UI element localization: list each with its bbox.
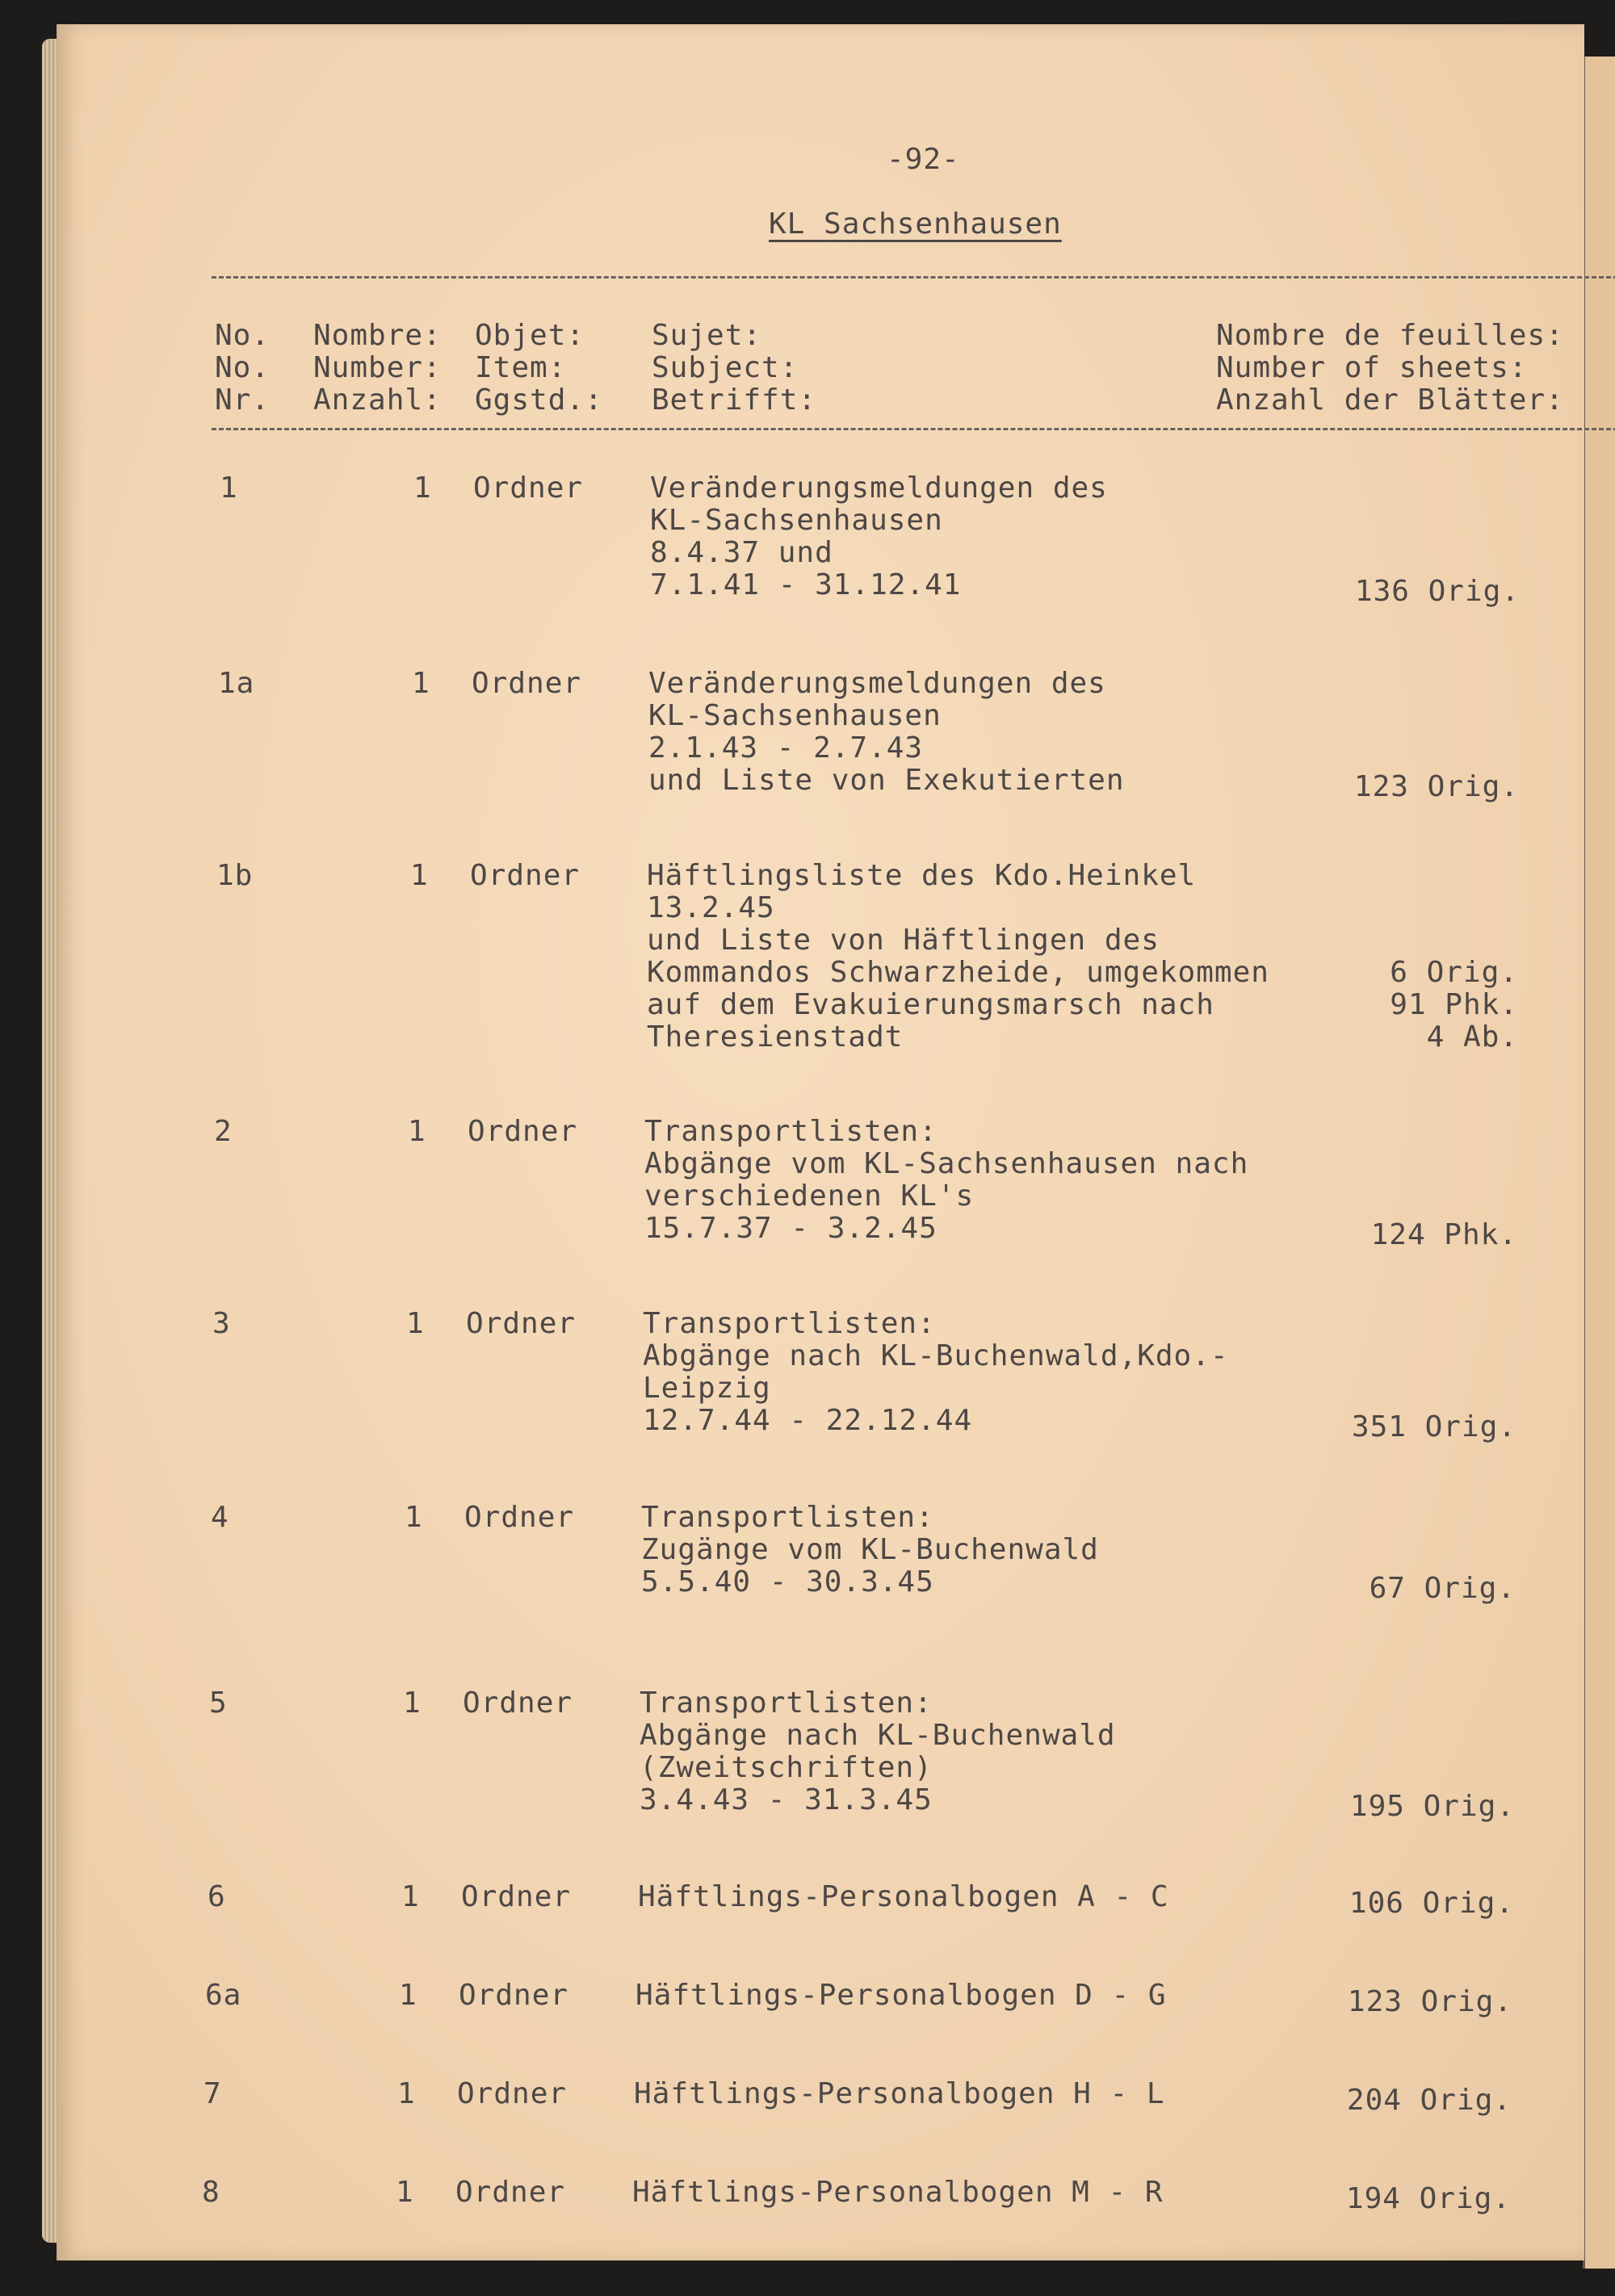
entry-subject	[644, 1116, 1248, 1245]
entry-sheets-line: 195 Orig.	[1349, 1790, 1515, 1823]
entry-count: 1	[396, 2176, 414, 2209]
entry-subject-line: 15.7.37 - 3.2.45	[644, 1212, 938, 1245]
entry-sheets	[1371, 1219, 1517, 1251]
entry-subject-line: auf dem Evakuierungsmarsch nach	[647, 988, 1214, 1021]
entry-sheets-line: 67 Orig.	[1369, 1572, 1516, 1605]
entry-sheets-line: 123 Orig.	[1347, 1985, 1512, 2018]
entry-subject-line: und Liste von Häftlingen des	[647, 924, 1160, 957]
entry-item: Ordner	[473, 471, 584, 505]
entry-count: 1	[406, 1307, 425, 1340]
entry-sheets	[1390, 957, 1518, 1054]
entry-subject	[647, 860, 1269, 1054]
header-sheets-de: Anzahl der Blätter:	[1216, 383, 1564, 417]
entry-number: 5	[209, 1686, 228, 1720]
entry-subject-line: 7.1.41 - 31.12.41	[650, 568, 962, 601]
entry-count: 1	[403, 1686, 422, 1720]
entry-subject-line: Zugänge vom KL-Buchenwald	[641, 1533, 1099, 1566]
entry-count: 1	[401, 1880, 420, 1913]
entry-subject-line: (Zweitschriften)	[640, 1751, 933, 1784]
entry-subject-line: Abgänge nach KL-Buchenwald,Kdo.-	[643, 1339, 1229, 1372]
entry-item: Ordner	[459, 1979, 569, 2012]
entry-subject-line: Häftlingsliste des Kdo.Heinkel	[647, 859, 1197, 892]
header-subject-en: Subject:	[652, 351, 799, 384]
entry-subject-line: Abgänge nach KL-Buchenwald	[640, 1719, 1116, 1752]
entry-count: 1	[408, 1115, 426, 1148]
entry-subject-line: 13.2.45	[647, 891, 775, 924]
facing-page-edge	[1583, 57, 1615, 2269]
entry-item: Ordner	[466, 1307, 577, 1340]
entry-sheets	[1346, 2183, 1511, 2215]
entry-subject-line: Kommandos Schwarzheide, umgekommen	[647, 956, 1269, 989]
entry-sheets-line: 4 Ab.	[1426, 1020, 1518, 1054]
header-item-fr: Objet:	[475, 319, 585, 352]
header-count-de: Anzahl:	[313, 383, 442, 417]
entry-subject-line: Transportlisten:	[641, 1501, 934, 1534]
entry-subject	[643, 1308, 1229, 1437]
entry-subject-line: Veränderungsmeldungen des	[648, 667, 1106, 700]
entry-subject	[640, 1687, 1116, 1816]
entry-subject-line: Abgänge vom KL-Sachsenhausen nach	[644, 1147, 1249, 1180]
entry-sheets	[1349, 1887, 1514, 1920]
entry-number: 1b	[216, 859, 254, 892]
entry-subject	[634, 2078, 1165, 2110]
entry-sheets-line: 106 Orig.	[1349, 1887, 1514, 1920]
entry-subject	[638, 1881, 1169, 1913]
entry-sheets-line: 124 Phk.	[1370, 1218, 1517, 1251]
header-no-fr: No.	[215, 319, 271, 352]
entry-sheets-line: 123 Orig.	[1353, 770, 1519, 803]
entry-number: 6a	[205, 1979, 242, 2012]
entry-count: 1	[410, 859, 429, 892]
entry-subject-line: 3.4.43 - 31.3.45	[640, 1783, 933, 1816]
entry-sheets-line: 6 Orig.	[1390, 956, 1518, 989]
entry-count: 1	[397, 2077, 416, 2110]
entry-subject-line: KL-Sachsenhausen	[650, 504, 943, 537]
entry-subject-line: Häftlings-Personalbogen A - C	[638, 1880, 1169, 1913]
entry-subject-line: KL-Sachsenhausen	[648, 699, 942, 732]
entry-subject-line: Häftlings-Personalbogen D - G	[636, 1979, 1167, 2012]
entry-number: 1a	[218, 667, 255, 700]
entry-subject-line: 5.5.40 - 30.3.45	[641, 1565, 934, 1598]
entry-number: 1	[220, 471, 238, 505]
entry-subject-line: Transportlisten:	[644, 1115, 938, 1148]
entry-sheets-line: 204 Orig.	[1346, 2084, 1512, 2117]
header-subject-fr: Sujet:	[652, 319, 762, 352]
entry-subject-line: Transportlisten:	[643, 1307, 936, 1340]
entry-count: 1	[405, 1501, 423, 1534]
entry-subject-line: Häftlings-Personalbogen M - R	[632, 2176, 1164, 2209]
entry-subject-line: Theresienstadt	[647, 1020, 904, 1054]
entry-number: 8	[202, 2176, 220, 2209]
entry-subject	[641, 1502, 1099, 1598]
entry-count: 1	[399, 1979, 417, 2012]
entry-sheets-line: 194 Orig.	[1345, 2182, 1511, 2215]
header-no-de: Nr.	[215, 383, 271, 417]
entry-subject-line: 8.4.37 und	[650, 536, 833, 569]
entry-number: 3	[212, 1307, 231, 1340]
entry-item: Ordner	[463, 1686, 573, 1720]
entry-sheets	[1348, 1986, 1512, 2018]
entry-item: Ordner	[468, 1115, 578, 1148]
entry-sheets	[1347, 2084, 1512, 2117]
entry-subject-line: Leipzig	[643, 1372, 771, 1405]
header-count-fr: Nombre:	[313, 319, 442, 352]
header-count-en: Number:	[313, 351, 442, 384]
entry-subject	[632, 2177, 1164, 2209]
header-sheets-fr: Nombre de feuilles:	[1216, 319, 1564, 352]
entry-subject-line: Häftlings-Personalbogen H - L	[634, 2077, 1165, 2110]
entry-item: Ordner	[470, 859, 581, 892]
entry-sheets	[1370, 1573, 1516, 1605]
entry-sheets	[1354, 771, 1519, 803]
header-subject-de: Betrifft:	[652, 383, 817, 417]
entry-subject	[636, 1980, 1167, 2012]
header-item-de: Ggstd.:	[475, 383, 603, 417]
entry-number: 2	[214, 1115, 233, 1148]
entry-item: Ordner	[464, 1501, 575, 1534]
entry-sheets-line: 351 Orig.	[1351, 1410, 1516, 1443]
page-number: -92-	[887, 143, 960, 176]
entry-sheets	[1355, 576, 1520, 608]
page-title: KL Sachsenhausen	[769, 207, 1062, 241]
entry-subject	[650, 472, 1108, 601]
header-no-en: No.	[215, 351, 271, 384]
header-bottom-rule	[212, 428, 1615, 430]
entry-subject-line: Transportlisten:	[640, 1686, 933, 1720]
entry-number: 4	[211, 1501, 229, 1534]
entry-subject-line: 12.7.44 - 22.12.44	[643, 1404, 973, 1437]
entry-item: Ordner	[461, 1880, 572, 1913]
entry-subject-line: Veränderungsmeldungen des	[650, 471, 1108, 505]
entry-count: 1	[413, 471, 432, 505]
entry-sheets-line: 136 Orig.	[1354, 575, 1520, 608]
entry-subject-line: verschiedenen KL's	[644, 1179, 975, 1213]
entry-sheets-line: 91 Phk.	[1390, 988, 1518, 1021]
entry-item: Ordner	[455, 2176, 566, 2209]
entry-count: 1	[412, 667, 430, 700]
header-top-rule	[212, 276, 1615, 279]
entry-item: Ordner	[457, 2077, 568, 2110]
entry-subject-line: 2.1.43 - 2.7.43	[648, 731, 924, 765]
header-item-en: Item:	[475, 351, 567, 384]
document-page	[57, 24, 1584, 2260]
header-sheets-en: Number of sheets:	[1216, 351, 1528, 384]
entry-item: Ordner	[472, 667, 582, 700]
entry-sheets	[1350, 1791, 1515, 1823]
entry-subject	[648, 668, 1125, 797]
entry-number: 7	[203, 2077, 222, 2110]
entry-sheets	[1352, 1411, 1516, 1443]
entry-subject-line: und Liste von Exekutierten	[648, 764, 1125, 797]
entry-number: 6	[208, 1880, 226, 1913]
